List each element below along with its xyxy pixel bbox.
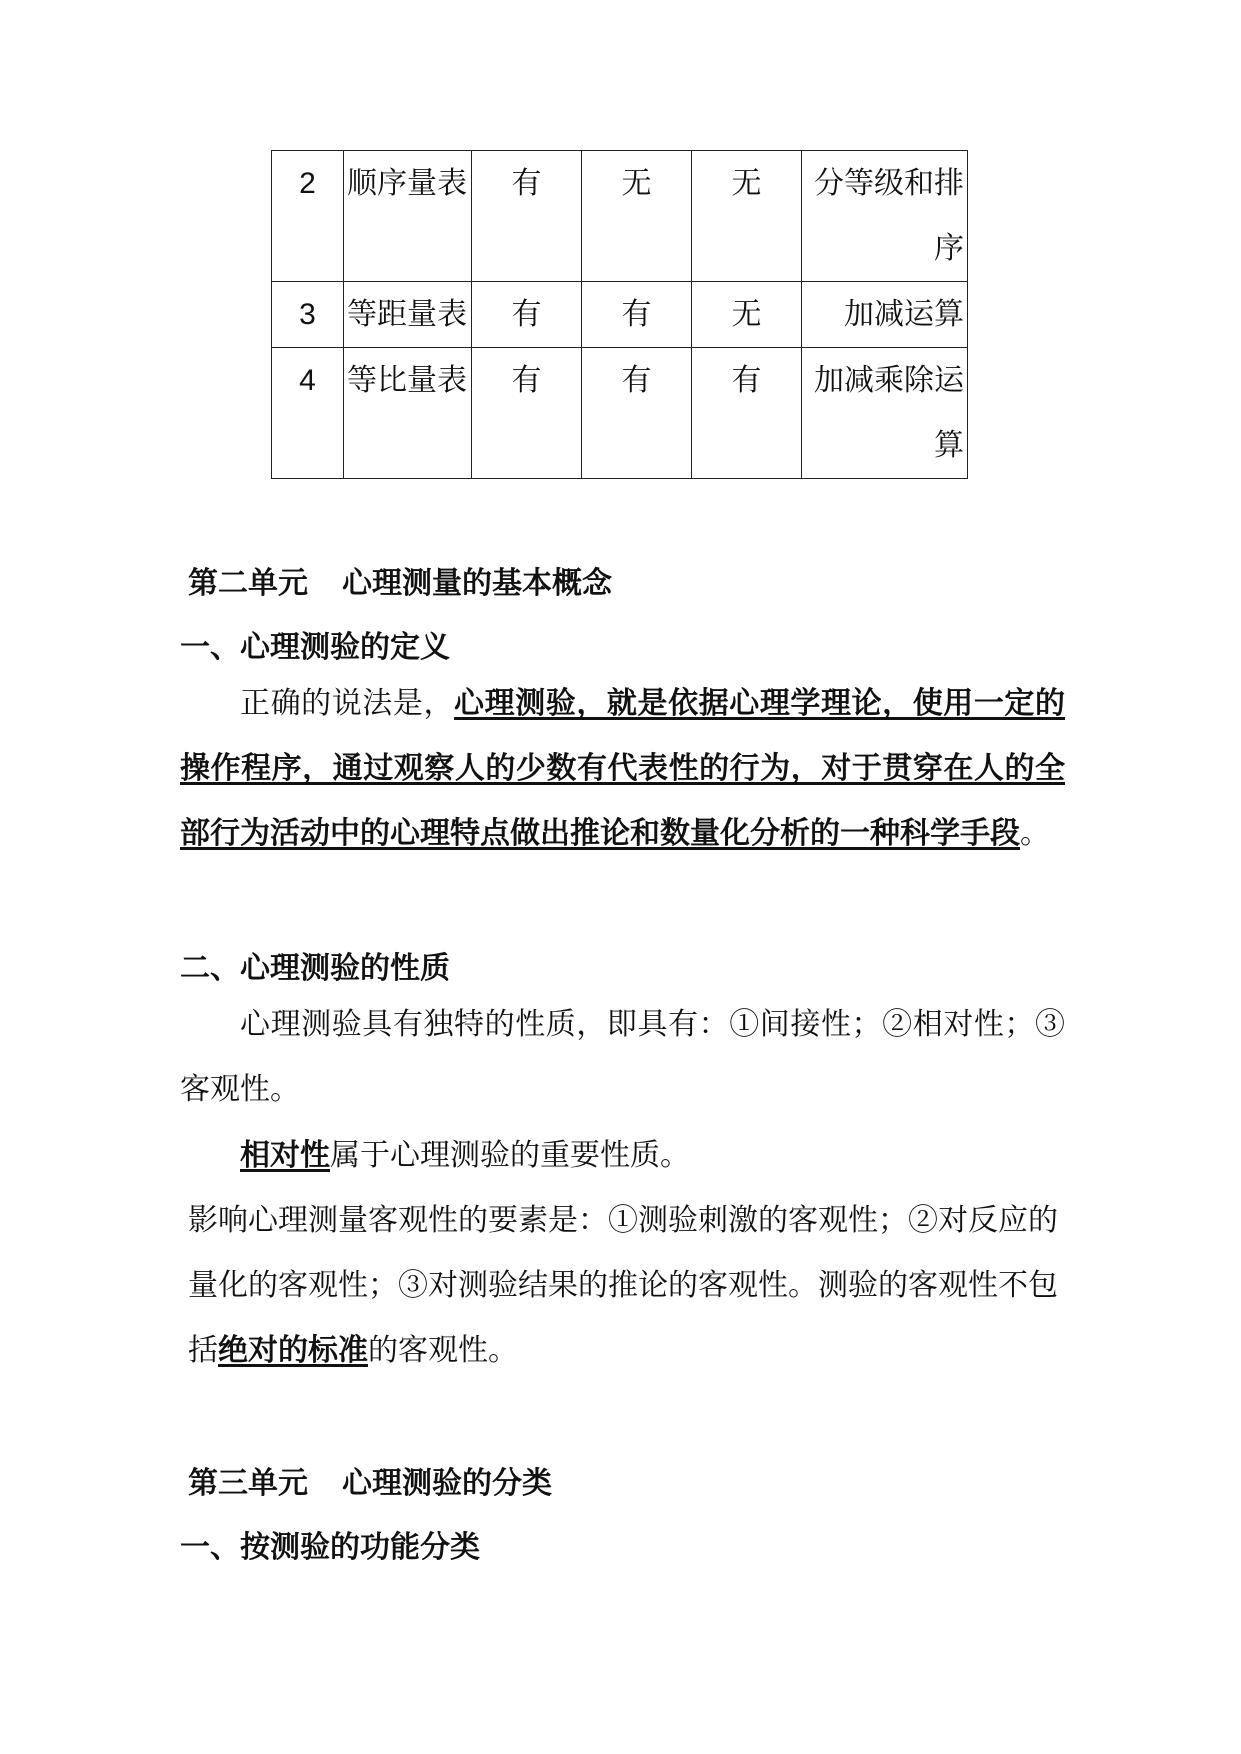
relativity-text: 属于心理测验的重要性质。 bbox=[330, 1138, 690, 1173]
unit-title: 心理测量的基本概念 bbox=[342, 566, 612, 601]
unit-heading bbox=[188, 558, 612, 602]
definition-emphasis: 心理测验，就是依据心理学理论，使用一定的操作程序，通过观察人的少数有代表性的行为，对于贯穿在人的全部行为活动中的心理特点做出推论和数量化分析的一种科学手段 bbox=[180, 686, 1066, 851]
table-cell: 无 bbox=[582, 151, 692, 282]
section-heading: 二、心理测验的性质 bbox=[180, 951, 450, 986]
objectivity-paragraph bbox=[188, 1188, 1068, 1383]
table-cell: 有 bbox=[582, 282, 692, 348]
row-number: 3 bbox=[272, 282, 344, 348]
table-cell: 有 bbox=[692, 348, 802, 479]
unit-title: 心理测验的分类 bbox=[342, 1466, 552, 1501]
unit-heading bbox=[188, 1458, 552, 1502]
scale-table bbox=[271, 150, 968, 479]
operation-cell bbox=[802, 348, 968, 479]
table-row bbox=[272, 348, 968, 479]
objectivity-text: 影响心理测量客观性的要素是：①测验刺激的客观性；②对反应的量化的客观性；③对测验结果的推论的客观性。测验的客观性不包括 bbox=[188, 1203, 1058, 1368]
objectivity-emphasis: 绝对的标准 bbox=[218, 1333, 368, 1368]
definition-tail: 。 bbox=[1020, 816, 1050, 851]
nature-paragraph: 心理测验具有独特的性质，即具有：①间接性；②相对性；③客观性。 bbox=[180, 1007, 1065, 1107]
row-number: 4 bbox=[272, 348, 344, 479]
objectivity-tail: 的客观性。 bbox=[368, 1333, 518, 1368]
table-cell: 无 bbox=[692, 151, 802, 282]
row-number: 2 bbox=[272, 151, 344, 282]
table-cell: 无 bbox=[692, 282, 802, 348]
scale-name: 顺序量表 bbox=[344, 151, 472, 282]
unit-label: 第三单元 bbox=[188, 1466, 308, 1501]
operation-text-line1: 分等级和排 bbox=[814, 166, 964, 201]
table-cell: 有 bbox=[472, 282, 582, 348]
table-cell: 有 bbox=[472, 348, 582, 479]
section-heading: 一、心理测验的定义 bbox=[180, 630, 450, 665]
relativity-emphasis: 相对性 bbox=[240, 1138, 330, 1173]
scale-name: 等比量表 bbox=[344, 348, 472, 479]
section-heading: 一、按测验的功能分类 bbox=[180, 1530, 480, 1565]
operation-cell: 加减运算 bbox=[802, 282, 968, 348]
table-cell: 有 bbox=[472, 151, 582, 282]
table-cell: 有 bbox=[582, 348, 692, 479]
table-row bbox=[272, 151, 968, 282]
table-row bbox=[272, 282, 968, 348]
definition-lead: 正确的说法是， bbox=[240, 686, 455, 721]
scale-name: 等距量表 bbox=[344, 282, 472, 348]
operation-text-line1: 加减乘除运 bbox=[814, 363, 964, 398]
relativity-paragraph bbox=[180, 1123, 1065, 1188]
operation-text-line2: 序 bbox=[934, 231, 964, 266]
definition-paragraph bbox=[180, 671, 1065, 866]
operation-text-line2: 算 bbox=[934, 428, 964, 463]
unit-label: 第二单元 bbox=[188, 566, 308, 601]
operation-cell bbox=[802, 151, 968, 282]
